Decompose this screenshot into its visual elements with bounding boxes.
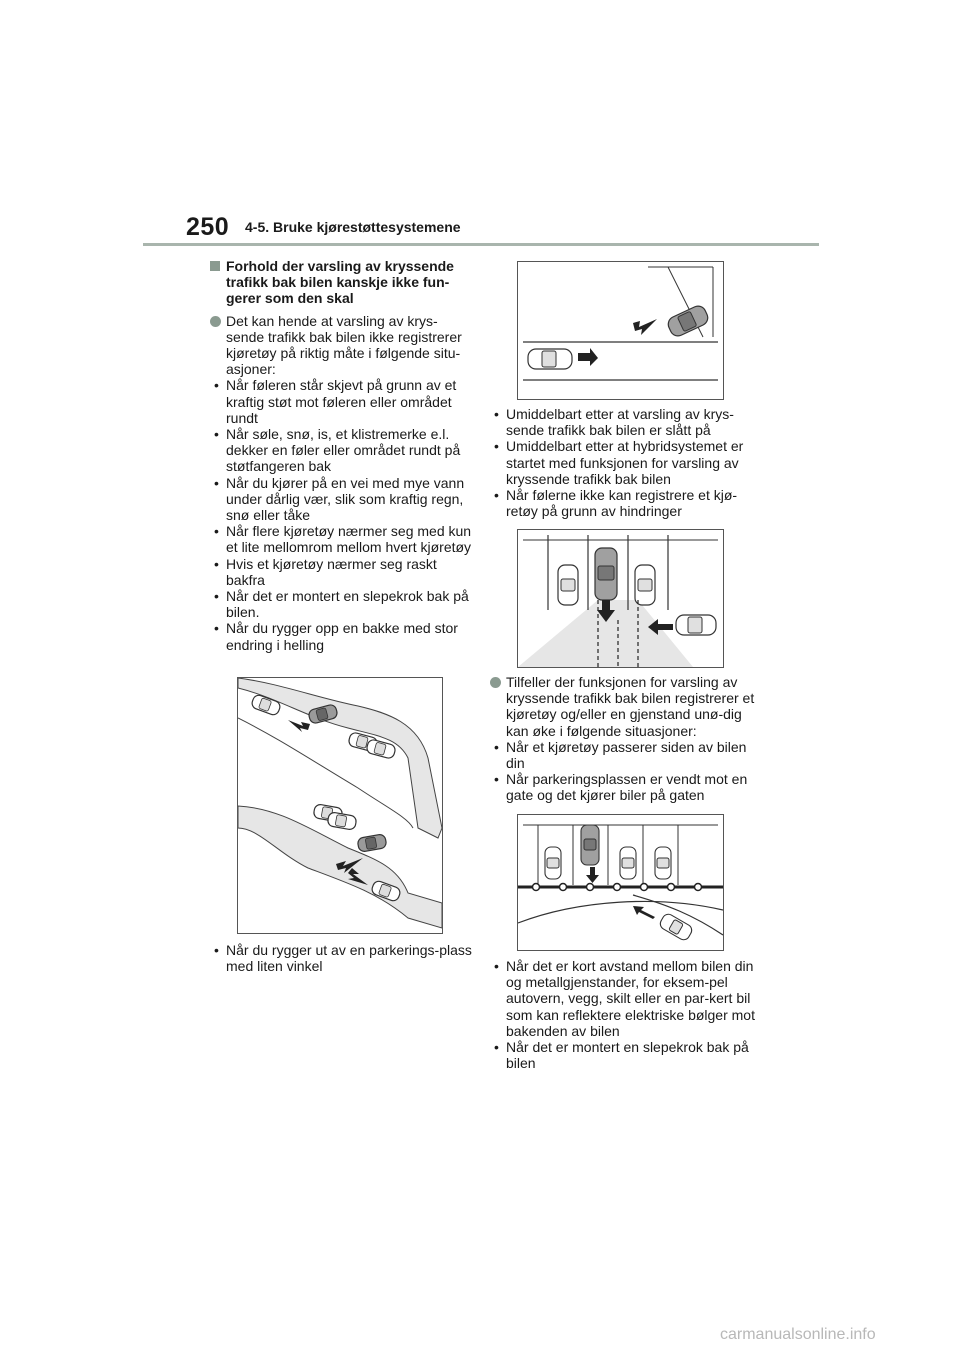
square-bullet-icon — [210, 261, 220, 271]
list-item: • Når et kjøretøy passerer siden av bilen din — [490, 739, 755, 771]
watermark: carmanualsonline.info — [720, 1326, 876, 1343]
page-header — [0, 0, 960, 250]
circle-bullet-icon — [490, 677, 501, 688]
list-item: • Når parkeringsplassen er vendt mot en gate og det kjører biler på gaten — [490, 771, 755, 803]
intro-paragraph: Tilfeller der funksjonen for varsling av kryssende trafikk bak bilen registrerer et kjøretøy og/eller en gjenstand unø-dig kan øke i følgende situasjoner: — [490, 674, 755, 739]
section-heading: Forhold der varsling av kryssende trafikk bak bilen kanskje ikke fun-gerer som den skal — [210, 258, 475, 307]
left-column — [210, 258, 475, 653]
list-item: • Når det er montert en slepekrok bak på bilen — [490, 1039, 755, 1071]
street-parking-figure — [517, 814, 724, 951]
list-item: • Når du rygger opp en bakke med stor endring i helling — [210, 620, 475, 652]
chapter-title: 4-5. Bruke kjørestøttesystemene — [245, 219, 461, 235]
list-item: • Når du rygger ut av en parkerings-plass med liten vinkel — [210, 942, 475, 974]
list-item: • Når føleren står skjevt på grunn av et kraftig støt mot føleren eller området rundt — [210, 377, 475, 426]
angled-parking-figure — [517, 261, 724, 400]
right-column-c — [490, 958, 755, 1071]
parking-cone-figure — [517, 529, 724, 668]
list-item: • Når søle, snø, is, et klistremerke e.l. dekker en føler eller området rundt på støtfangeren bak — [210, 426, 475, 475]
list-item: • Umiddelbart etter at varsling av krys-sende trafikk bak bilen er slått på — [490, 406, 755, 438]
left-after-figure — [210, 942, 475, 974]
circle-bullet-icon — [210, 316, 221, 327]
list-item: • Når det er montert en slepekrok bak på bilen. — [210, 588, 475, 620]
list-item: • Når du kjører på en vei med mye vann under dårlig vær, slik som kraftig regn, snø eller tåke — [210, 475, 475, 524]
list-item: • Når følerne ikke kan registrere et kjø-retøy på grunn av hindringer — [490, 487, 755, 519]
intro-paragraph: Det kan hende at varsling av krys-sende trafikk bak bilen ikke registrerer kjøretøy på riktig måte i følgende situ-asjoner: — [210, 313, 475, 378]
right-column-b — [490, 674, 755, 804]
header-rule — [143, 243, 819, 246]
hill-road-figure — [237, 677, 443, 934]
list-item: • Når det er kort avstand mellom bilen din og metallgjenstander, for eksem-pel autovern, vegg, skilt eller en par-kert bil som kan reflektere elektriske bølger mot bakenden av bilen — [490, 958, 755, 1039]
page-number: 250 — [186, 213, 230, 241]
right-column-a — [490, 406, 755, 519]
list-item: • Når flere kjøretøy nærmer seg med kun et lite mellomrom mellom hvert kjøretøy — [210, 523, 475, 555]
list-item: • Umiddelbart etter at hybridsystemet er startet med funksjonen for varsling av kryssende trafikk bak bilen — [490, 438, 755, 487]
list-item: • Hvis et kjøretøy nærmer seg raskt bakfra — [210, 556, 475, 588]
